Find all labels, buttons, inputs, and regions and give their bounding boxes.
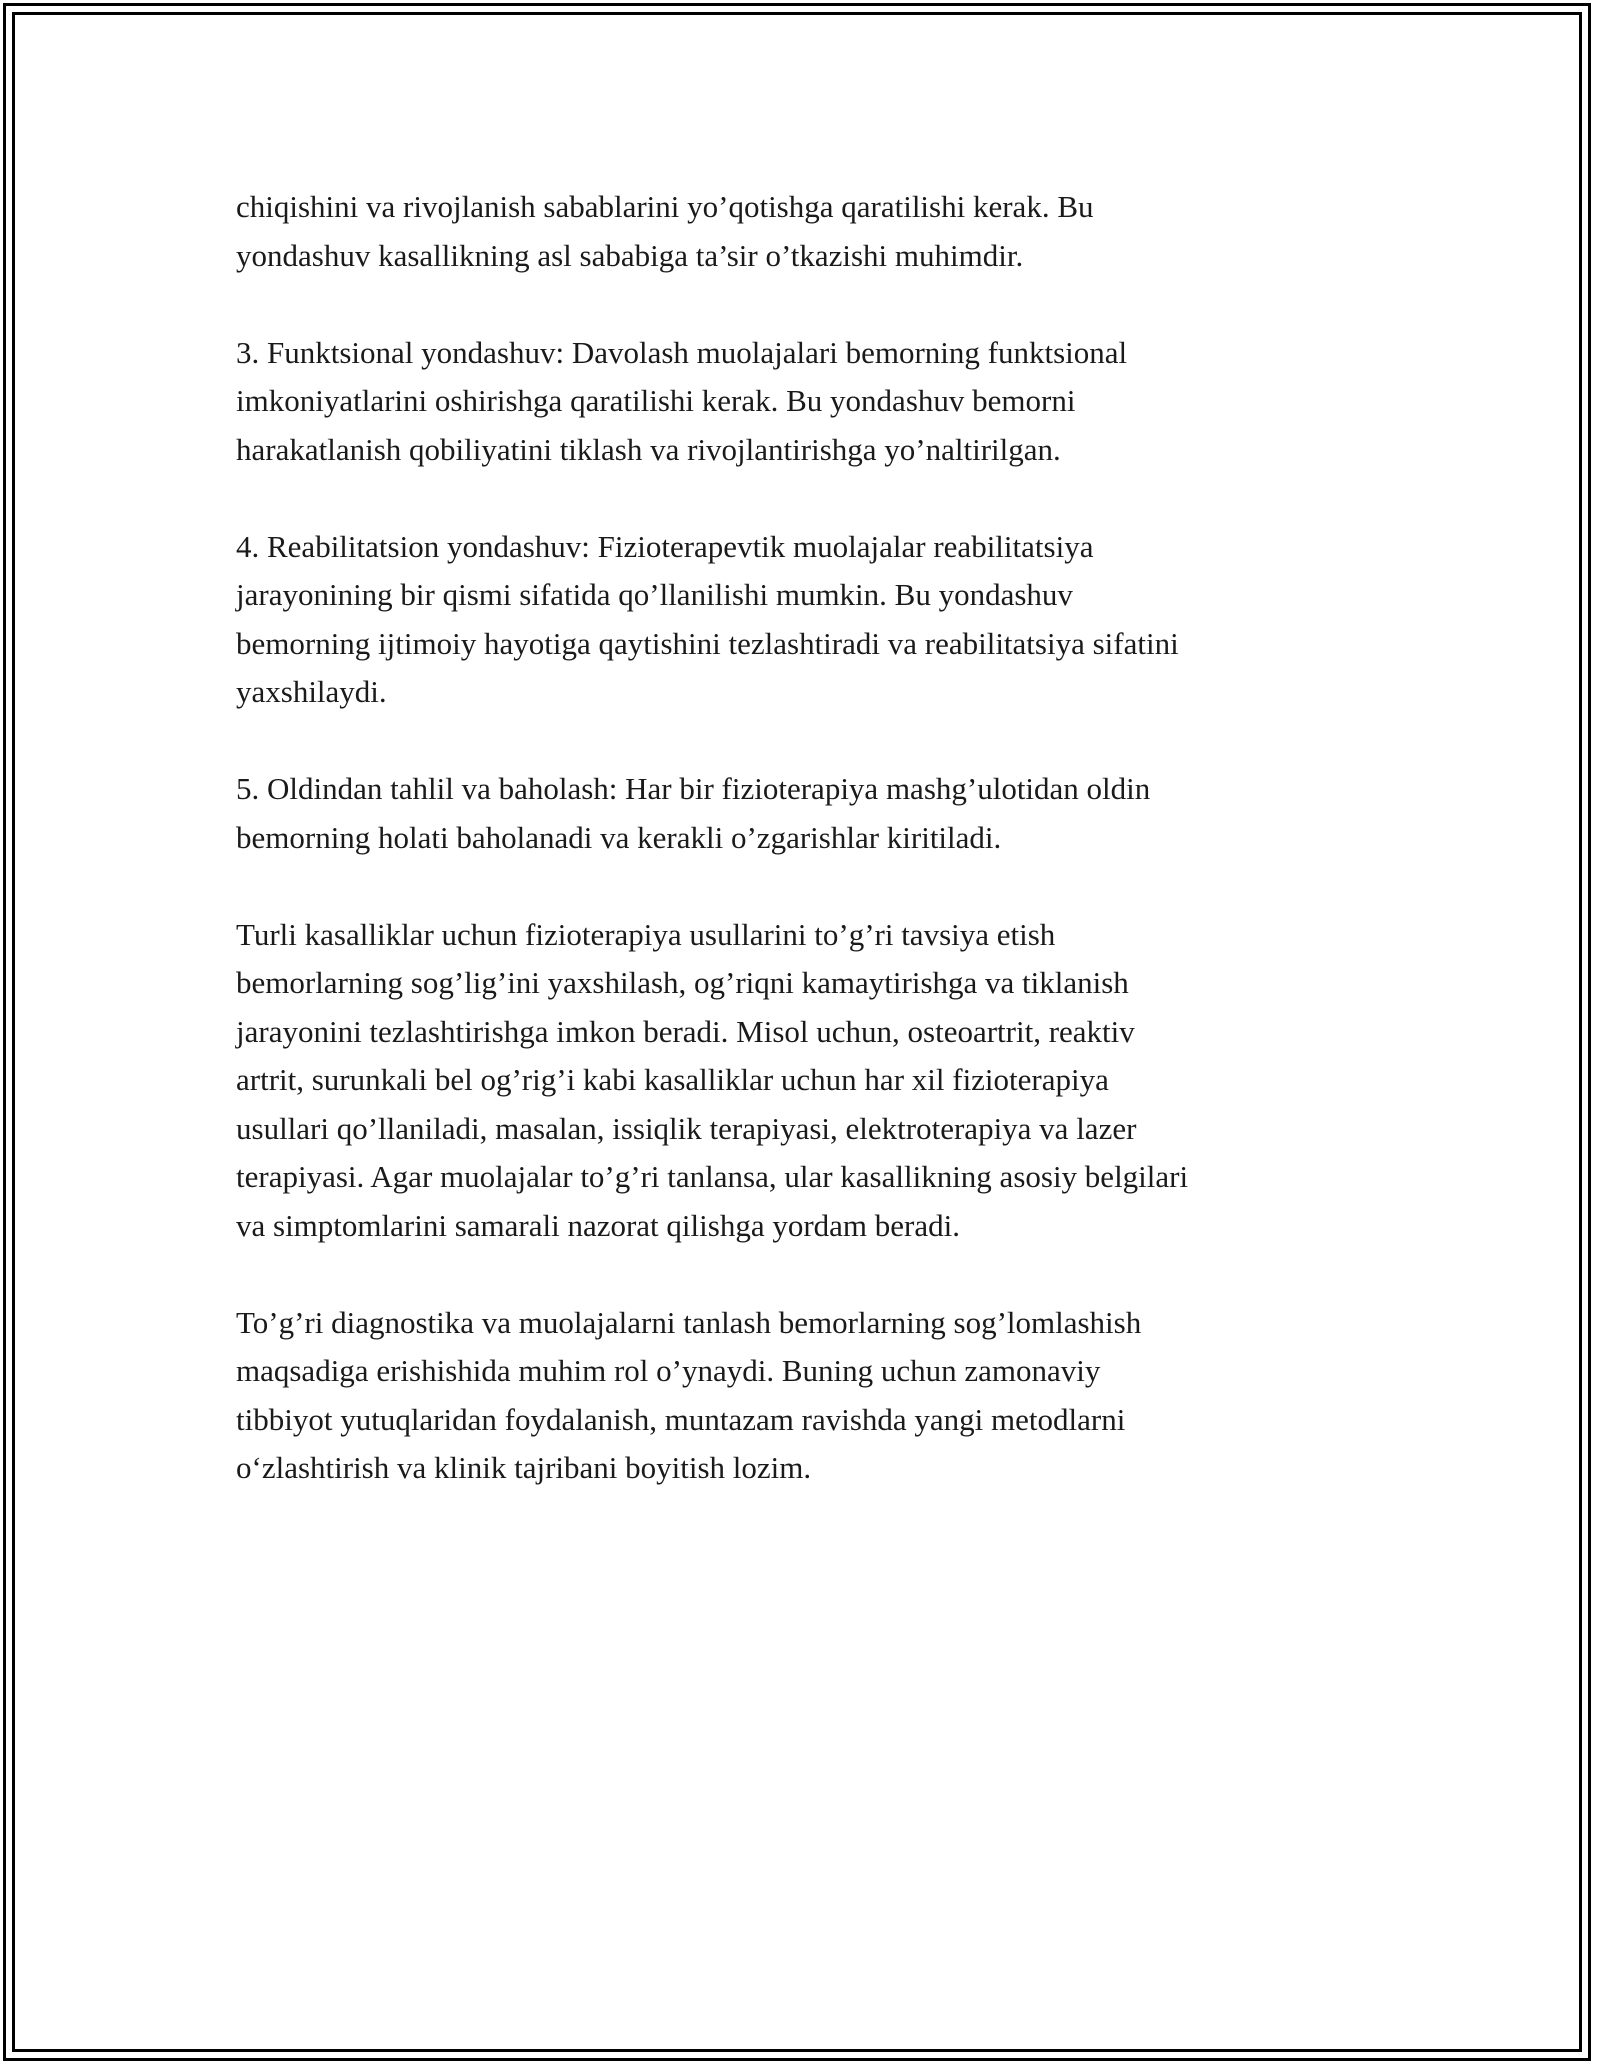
document-body <box>236 183 1376 1541</box>
paragraph-continuation: chiqishini va rivojlanish sabablarini yo’qotishga qaratilishi kerak. Bu yondashuv kasallikning asl sababiga ta’sir o’tkazishi muhimdir. <box>236 189 1094 273</box>
paragraph-preliminary-analysis: 5. Oldindan tahlil va baholash: Har bir fizioterapiya mashg’ulotidan oldin bemorning holati baholanadi va kerakli o’zgarishlar kiritiladi. <box>236 771 1151 855</box>
paragraph-rehabilitation-approach: 4. Reabilitatsion yondashuv: Fizioterapevtik muolajalar reabilitatsiya jarayonining bir qismi sifatida qo’llanilishi mumkin. Bu yondashuv bemorning ijtimoiy hayotiga qaytishini tezlashtiradi va reabilitatsiya sifatini yaxshilaydi. <box>236 528 1179 709</box>
paragraph-functional-approach: 3. Funktsional yondashuv: Davolash muolajalari bemorning funktsional imkoniyatlarini oshirishga qaratilishi kerak. Bu yondashuv bemorni harakatlanish qobiliyatini tiklash va rivojlantirishga yo’naltirilgan. <box>236 334 1128 467</box>
paragraph-physiotherapy-methods: Turli kasalliklar uchun fizioterapiya usullarini to’g’ri tavsiya etish bemorlarning sog’lig’ini yaxshilash, og’riqni kamaytirishga va tiklanish jarayonini tezlashtirishga imkon beradi. Misol uchun, osteoartrit, reaktiv artrit, surunkali bel og’rig’i kabi kasalliklar uchun har xil fizioterapiya usullari qo’llaniladi, masalan, issiqlik terapiyasi, elektroterapiya va lazer terapiyasi. Agar muolajalar to’g’ri tanlansa, ular kasallikning asosiy belgilari va simptomlarini samarali nazorat qilishga yordam beradi. <box>236 916 1189 1243</box>
paragraph-diagnostics: To’g’ri diagnostika va muolajalarni tanlash bemorlarning sog’lomlashish maqsadiga erishishida muhim rol o’ynaydi. Buning uchun zamonaviy tibbiyot yutuqlaridan foydalanish, muntazam ravishda yangi metodlarni o‘zlashtirish va klinik tajribani boyitish lozim. <box>236 1304 1142 1485</box>
